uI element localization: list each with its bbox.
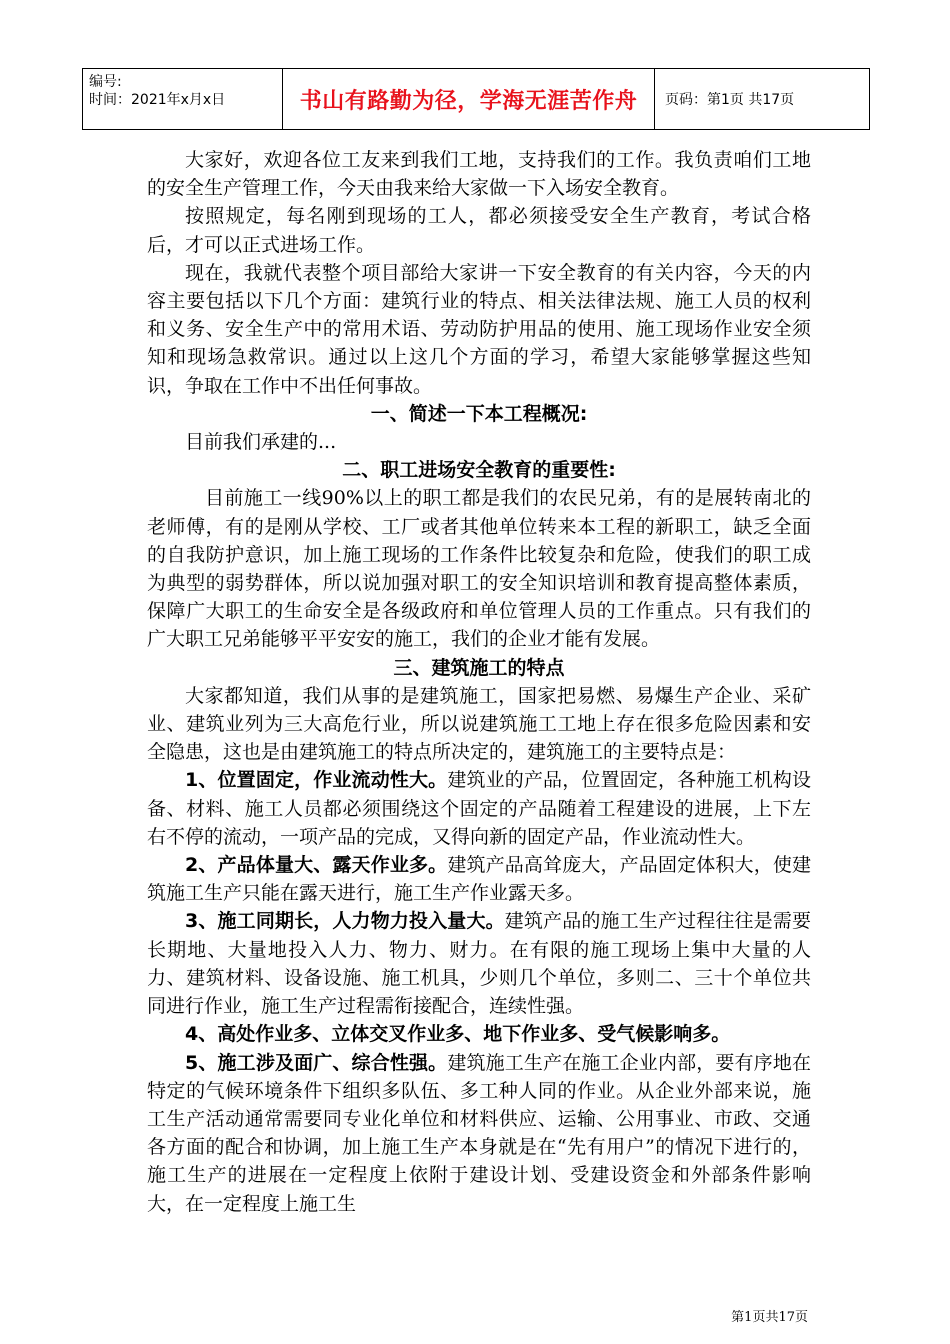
feature-item-1-text: 建筑业的产品，位置固定，各种施工机构设备、材料、施工人员都必须围绕这个固定的产品随着工程建设的进展，上下左右不停的流动，一项产品的完成，又得向新的固定产品，作业流动性大。 [147,769,811,848]
header-motto: 书山有路勤为径，学海无涯苦作舟 [299,88,638,114]
feature-item-5-title: 5、施工涉及面广、综合性强。 [185,1051,448,1074]
feature-item-2 [147,851,811,907]
page-footer: 第1页共17页 [731,1310,808,1325]
feature-item-4-title: 4、高处作业多、立体交叉作业多、地下作业多、受气候影响多。 [185,1023,731,1046]
paragraph-rules: 按照规定，每名刚到现场的工人，都必须接受安全生产教育，考试合格后，才可以正式进场工作。 [147,205,811,256]
feature-item-2-title: 2、产品体量大、露天作业多。 [185,854,448,877]
header-motto-cell [283,69,655,129]
paragraph-project: 目前我们承建的... [185,431,337,454]
feature-item-1-title: 1、位置固定，作业流动性大。 [185,769,448,792]
feature-item-2-text: 建筑产品高耸庞大，产品固定体积大，使建筑施工生产只能在露天进行，施工生产作业露天多。 [147,854,811,905]
doc-number-label: 编号: [89,74,122,90]
feature-item-5 [147,1049,811,1218]
document-body [147,146,811,1218]
feature-item-4 [147,1020,811,1048]
feature-item-5-text: 建筑施工生产在施工企业内部，要有序地在特定的气候环境条件下组织多队伍、多工种人同的作业。从企业外部来说，施工生产活动通常需要同专业化单位和材料供应、运输、公用事业、市政、交通各方面的配合和协调，加上施工生产本身就是在“先有用户”的情况下进行的，施工生产的进展在一定程度上依附于建设计划、受建设资金和外部条件影响大，在一定程度上施工生 [147,1051,811,1215]
section-heading-1: 一、简述一下本工程概况: [370,402,588,425]
header-page-label: 页码：第1页 共17页 [665,92,795,108]
header-meta [83,69,283,129]
paragraph-overview: 现在，我就代表整个项目部给大家讲一下安全教育的有关内容，今天的内容主要包括以下几个方面：建筑行业的特点、相关法律法规、施工人员的权利和义务、安全生产中的常用术语、劳动防护用品的使用、施工现场作业安全须知和现场急救常识。通过以上这几个方面的学习，希望大家能够掌握这些知识，争取在工作中不出任何事故。 [147,261,811,397]
doc-date-label: 时间：2021年x月x日 [89,92,226,108]
section-heading-3: 三、建筑施工的特点 [393,656,565,679]
paragraph-intro: 大家好，欢迎各位工友来到我们工地，支持我们的工作。我负责咱们工地的安全生产管理工作，今天由我来给大家做一下入场安全教育。 [147,149,811,200]
page-header [82,68,870,130]
header-page-cell [655,69,869,129]
section-heading-2: 二、职工进场安全教育的重要性: [342,459,616,482]
feature-item-1 [147,766,811,851]
paragraph-features-intro: 大家都知道，我们从事的是建筑施工，国家把易燃、易爆生产企业、采矿业、建筑业列为三大高危行业，所以说建筑施工工地上存在很多危险因素和安全隐患，这也是由建筑施工的特点所决定的，建筑施工的主要特点是： [147,684,811,764]
feature-item-3-title: 3、施工同期长，人力物力投入量大。 [185,910,505,933]
feature-item-3-text: 建筑产品的施工生产过程往往是需要长期地、大量地投入人力、物力、财力。在有限的施工现场上集中大量的人力、建筑材料、设备设施、施工机具，少则几个单位，多则二、三十个单位共同进行作业，施工生产过程需衔接配合，连续性强。 [147,910,811,1018]
feature-item-3 [147,907,811,1020]
paragraph-importance: 目前施工一线90%以上的职工都是我们的农民兄弟，有的是展转南北的老师傅，有的是刚从学校、工厂或者其他单位转来本工程的新职工，缺乏全面的自我防护意识，加上施工现场的工作条件比较复杂和危险，使我们的职工成为典型的弱势群体，所以说加强对职工的安全知识培训和教育提高整体素质，保障广大职工的生命安全是各级政府和单位管理人员的工作重点。只有我们的广大职工兄弟能够平平安安的施工，我们的企业才能有发展。 [147,487,811,651]
